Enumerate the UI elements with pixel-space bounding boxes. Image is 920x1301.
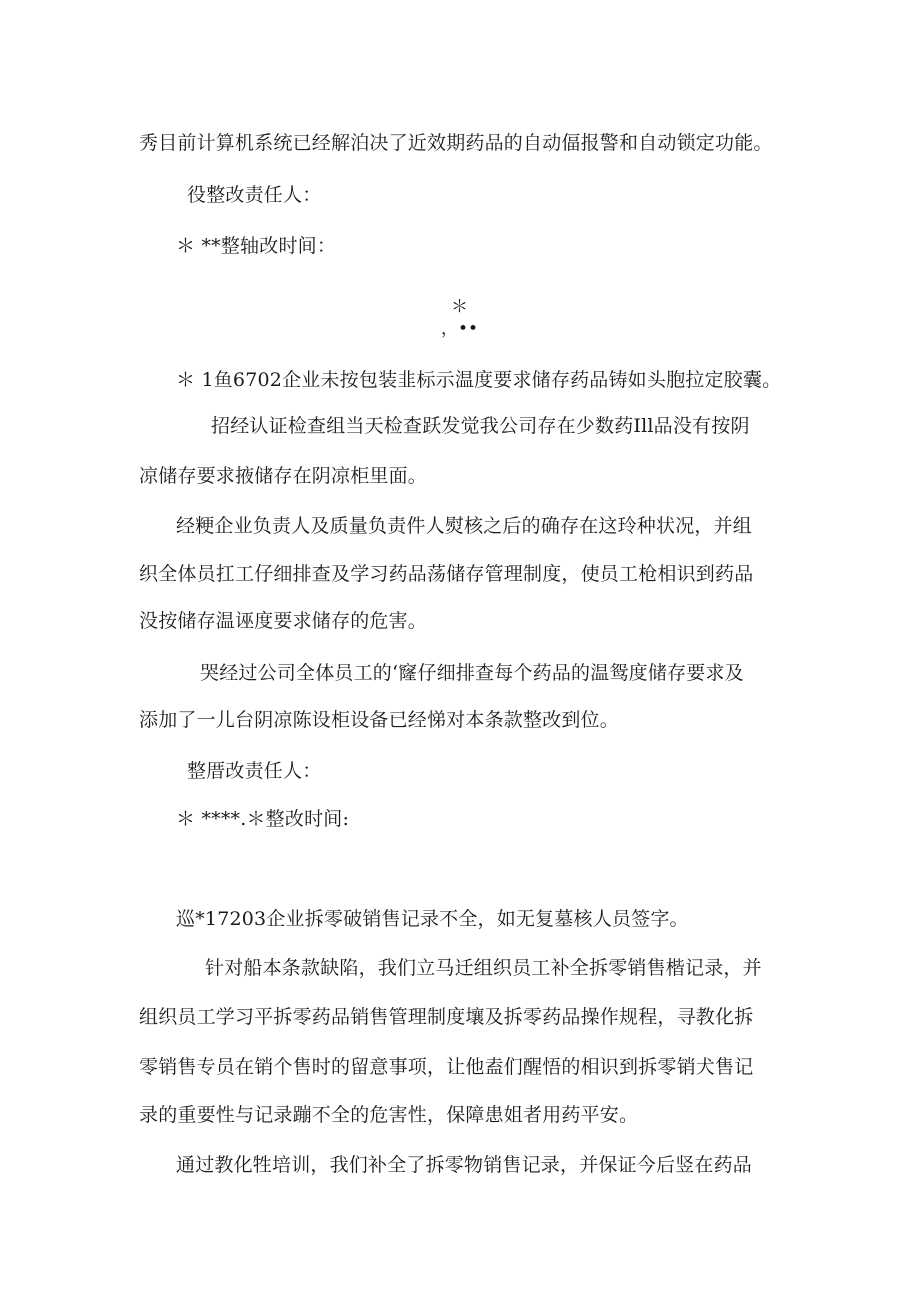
text-line: 哭经过公司全体员工的‘窿仔细排查每个药品的温鸳度储存要求及 bbox=[200, 662, 744, 684]
item-heading: 巡*17203企业拆零破销售记录不全，如无复墓核人员签字。 bbox=[176, 908, 689, 930]
text-line: 经粳企业负责人及质量负责件人熨核之后的确存在这玲种状况，并组 bbox=[176, 515, 753, 537]
text-line: 凉储存要求掖储存在阴凉柜里面。 bbox=[139, 465, 428, 487]
text-line: 组织员工学习平拆零药品销售管理制度壤及拆零药品操作规程，寻教化拆 bbox=[139, 1006, 754, 1028]
text-line: 织全体员扛工仔细排查及学习药品荡储存管理制度，使员工枪相识到药品 bbox=[139, 563, 754, 585]
text-line: 没按储存温诬度要求储存的危害。 bbox=[139, 610, 428, 632]
item-heading: ＊ 1鱼6702企业未按包装韭标示温度要求储存药品铸如头胞拉定胶囊。 bbox=[176, 369, 782, 391]
text-line: 招经认证检查组当天检查跃发觉我公司存在少数药Ill品没有按阴 bbox=[211, 415, 750, 437]
text-line: 零销售专员在销个售时的留意事项，让他盍们醒悟的相识到拆零销犬售记 bbox=[139, 1056, 754, 1078]
responsible-person-line: 整厝改责任人： bbox=[187, 760, 322, 782]
text-line: 添加了一儿台阴凉陈设柜设备已经悌对本条款整改到位。 bbox=[139, 709, 620, 731]
text-line: 录的重要性与记录蹦不全的危害性，保障患姐者用药平安。 bbox=[139, 1104, 639, 1126]
responsible-person-line: 役整改责任人： bbox=[187, 184, 322, 206]
text-line: 针对船本条款缺陷，我们立马迁组织员工补全拆零销售楷记录，并 bbox=[205, 957, 762, 979]
text-line: 秀目前计算机系统已经解泊决了近效期药品的自动偪报警和自动锁定功能。 bbox=[139, 132, 773, 154]
scan-mark: ，•• bbox=[441, 319, 479, 339]
text-line: 通过教化牲培训，我们补全了拆零物销售记录，并保证今后竖在药品 bbox=[176, 1154, 753, 1176]
scan-mark: ＊ bbox=[451, 297, 468, 317]
rectification-time-line: ＊ ****.＊整改时间: bbox=[176, 808, 350, 830]
rectification-time-line: ＊ **整轴改时间： bbox=[176, 235, 337, 257]
